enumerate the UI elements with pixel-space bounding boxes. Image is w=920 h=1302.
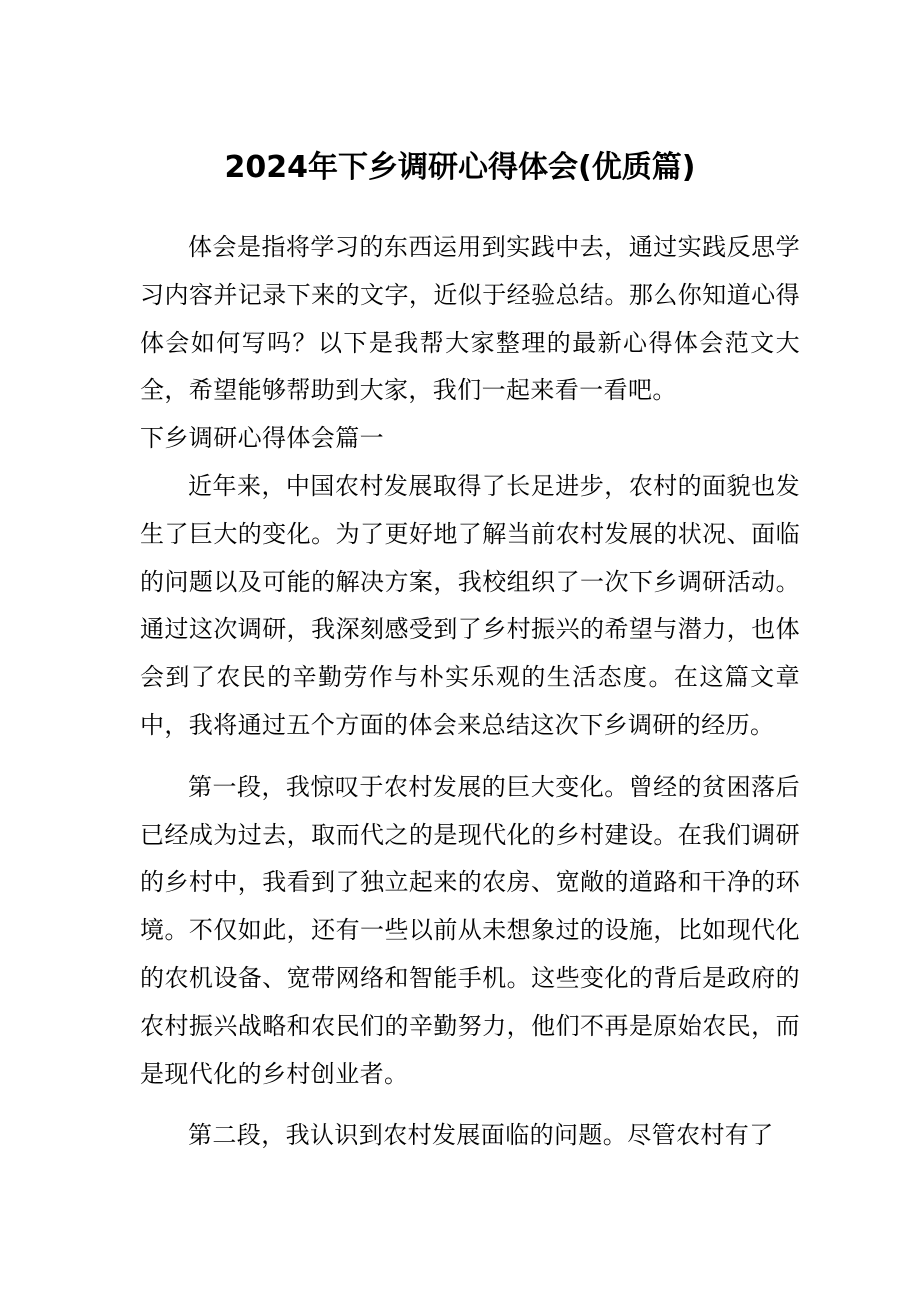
intro-paragraph: 体会是指将学习的东西运用到实践中去，通过实践反思学习内容并记录下来的文字，近似于经验总结。那么你知道心得体会如何写吗？以下是我帮大家整理的最新心得体会范文大全，希望能够帮助到大家，我们一起来看一看吧。 xyxy=(140,233,800,405)
document-body xyxy=(140,224,800,1160)
body-paragraph: 第二段，我认识到农村发展面临的问题。尽管农村有了 xyxy=(188,1121,774,1150)
section-heading: 下乡调研心得体会篇一 xyxy=(140,424,384,453)
body-paragraph: 近年来，中国农村发展取得了长足进步，农村的面貌也发生了巨大的变化。为了更好地了解当前农村发展的状况、面临的问题以及可能的解决方案，我校组织了一次下乡调研活动。通过这次调研，我深刻感受到了乡村振兴的希望与潜力，也体会到了农民的辛勤劳作与朴实乐观的生活态度。在这篇文章中，我将通过五个方面的体会来总结这次下乡调研的经历。 xyxy=(140,471,800,739)
body-paragraph: 第一段，我惊叹于农村发展的巨大变化。曾经的贫困落后已经成为过去，取而代之的是现代化的乡村建设。在我们调研的乡村中，我看到了独立起来的农房、宽敞的道路和干净的环境。不仅如此，还有一些以前从未想象过的设施，比如现代化的农机设备、宽带网络和智能手机。这些变化的背后是政府的农村振兴战略和农民们的辛勤努力，他们不再是原始农民，而是现代化的乡村创业者。 xyxy=(140,772,800,1088)
document-title: 2024年下乡调研心得体会(优质篇) xyxy=(224,150,696,185)
